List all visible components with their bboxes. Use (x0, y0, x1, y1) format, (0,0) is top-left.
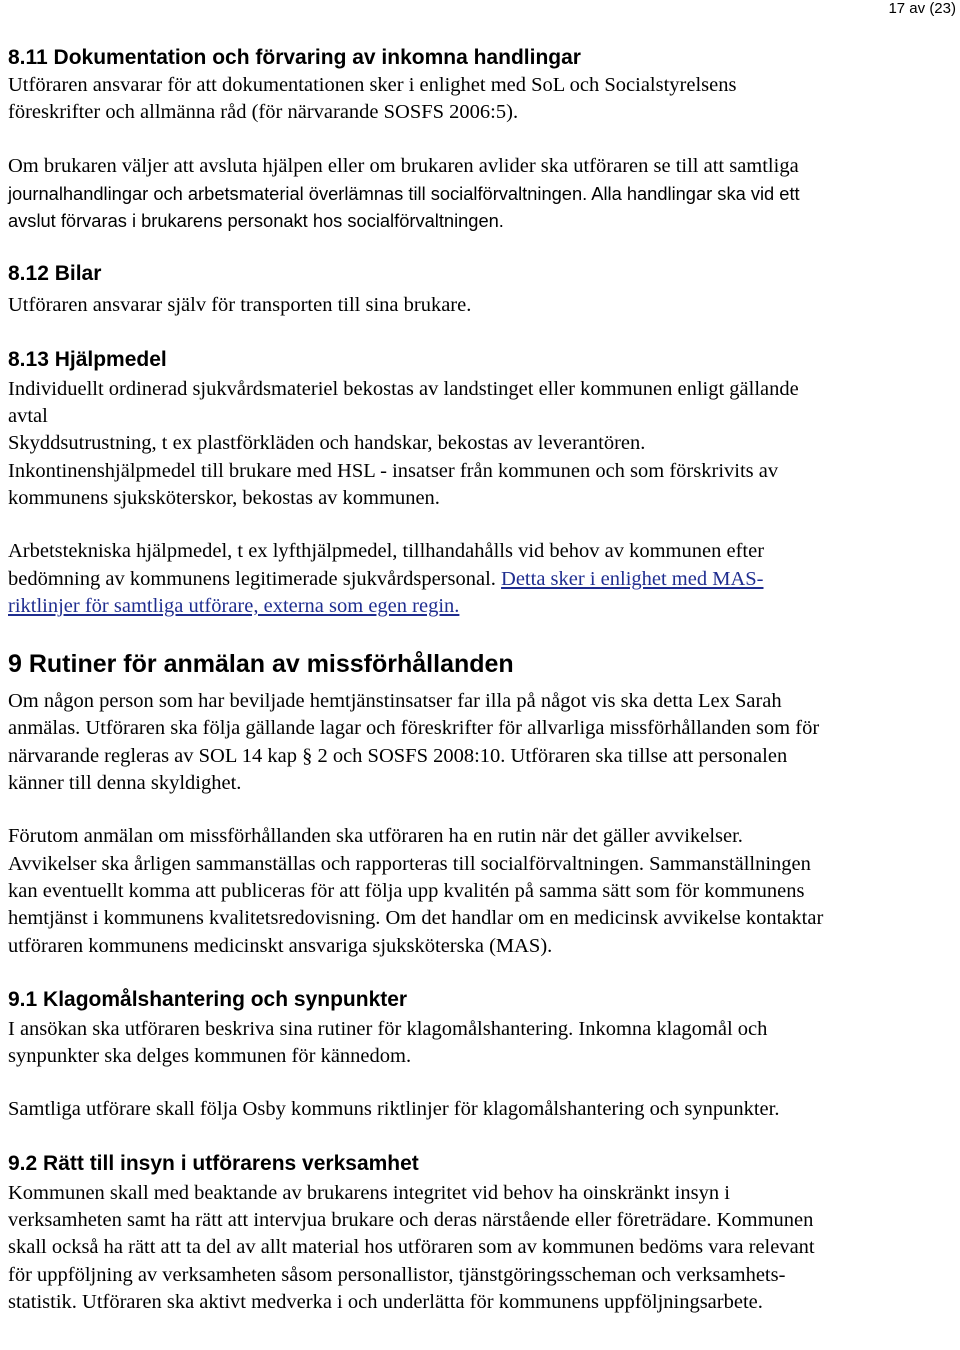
text-line: skall också ha rätt att ta del av allt material hos utföraren som av kommunen bedöms vara relevant (8, 1236, 815, 1259)
heading-9-1: 9.1 Klagomålshantering och synpunkter (8, 987, 408, 1011)
mas-guidelines-link-continued[interactable]: riktlinjer för samtliga utförare, externa som egen regin. (8, 594, 460, 617)
text-line (8, 593, 953, 620)
text-line: kan eventuellt komma att publiceras för att följa upp kvalitén på samma sätt som för kommunens (8, 879, 805, 902)
text-line: avtal (8, 405, 48, 428)
text-line: Skyddsutrustning, t ex plastförkläden och handskar, bekostas av leverantören. (8, 432, 646, 455)
paragraph-9-1-1 (8, 1016, 953, 1071)
text-line: Avvikelser ska årligen sammanställas och rapporteras till socialförvaltningen. Sammanställningen (8, 852, 811, 875)
paragraph-9-1-2: Samtliga utförare skall följa Osby kommuns riktlinjer för klagomålshantering och synpunkter. (8, 1098, 780, 1121)
text-line: Förutom anmälan om missförhållanden ska utföraren ha en rutin när det gäller avvikelser. (8, 825, 743, 848)
paragraph-9-2 (8, 823, 953, 959)
text-line: Inkontinenshjälpmedel till brukare med HSL - insatser från kommunen och som förskrivits av (8, 459, 779, 482)
paragraph-8-13-1 (8, 376, 953, 512)
text-line: Kommunen skall med beaktande av brukarens integritet vid behov ha oinskränkt insyn i (8, 1181, 730, 1204)
heading-8-11: 8.11 Dokumentation och förvaring av inkomna handlingar (8, 46, 581, 69)
text-line: statistik. Utföraren ska aktivt medverka i och underlätta för kommunens uppföljningsarbete. (8, 1290, 763, 1313)
heading-9: 9 Rutiner för anmälan av missförhållanden (8, 650, 514, 679)
paragraph-9-2 (8, 1180, 953, 1316)
text-line: journalhandlingar och arbetsmaterial överlämnas till socialförvaltningen. Alla handlingar ska vid ett (8, 182, 800, 204)
mas-guidelines-link[interactable]: Detta sker i enlighet med MAS- (501, 567, 764, 590)
document-content (8, 44, 953, 1316)
page-number: 17 av (23) (888, 0, 956, 17)
text-span: bedömning av kommunens legitimerade sjukvårdspersonal. (8, 567, 502, 590)
text-line: Utföraren ansvarar för att dokumentationen sker i enlighet med SoL och Socialstyrelsens (8, 74, 737, 96)
text-line: avslut förvaras i brukarens personakt hos socialförvaltningen. (8, 210, 504, 232)
text-line: föreskrifter och allmänna råd (för närvarande SOSFS 2006:5). (8, 101, 519, 124)
text-line: anmälas. Utföraren ska följa gällande lagar och föreskrifter för allvarliga missförhållanden som för (8, 717, 820, 740)
paragraph-8-11-1 (8, 72, 953, 127)
text-line: närvarande regleras av SOL 14 kap § 2 och SOSFS 2008:10. Utföraren ska tillse att personalen (8, 744, 788, 767)
paragraph-8-12: Utföraren ansvarar själv för transporten till sina brukare. (8, 294, 472, 317)
text-line: Arbetstekniska hjälpmedel, t ex lyfthjälpmedel, tillhandahålls vid behov av kommunen efter (8, 540, 765, 563)
text-line: Om brukaren väljer att avsluta hjälpen eller om brukaren avlider ska utföraren se till att samtliga (8, 154, 799, 177)
text-line (8, 566, 953, 593)
text-line: Om någon person som har beviljade hemtjänstinsatser far illa på något vis ska detta Lex Sarah (8, 690, 782, 713)
text-line: kommunens sjuksköterskor, bekostas av kommunen. (8, 486, 440, 509)
text-line: verksamheten samt ha rätt att intervjua brukare och deras närstående eller företrädare. Kommunen (8, 1209, 814, 1232)
text-line: synpunkter ska delges kommunen för kännedom. (8, 1045, 412, 1068)
text-line: för uppföljning av verksamheten såsom personallistor, tjänstgöringsscheman och verksamhets- (8, 1263, 786, 1286)
paragraph-9-1 (8, 688, 953, 797)
heading-9-2: 9.2 Rätt till insyn i utförarens verksamhet (8, 1151, 419, 1175)
text-line: utföraren kommunens medicinskt ansvariga sjuksköterska (MAS). (8, 934, 553, 957)
text-line: hemtjänst i kommunens kvalitetsredovisning. Om det handlar om en medicinsk avvikelse kontaktar (8, 907, 824, 930)
paragraph-8-13-2 (8, 538, 953, 620)
heading-8-12: 8.12 Bilar (8, 262, 102, 286)
text-line: känner till denna skyldighet. (8, 772, 242, 795)
heading-8-13: 8.13 Hjälpmedel (8, 347, 167, 371)
text-line: I ansökan ska utföraren beskriva sina rutiner för klagomålshantering. Inkomna klagomål och (8, 1017, 768, 1040)
text-line: Individuellt ordinerad sjukvårdsmateriel bekostas av landstinget eller kommunen enligt gällande (8, 377, 799, 400)
paragraph-8-11-2 (8, 153, 953, 235)
